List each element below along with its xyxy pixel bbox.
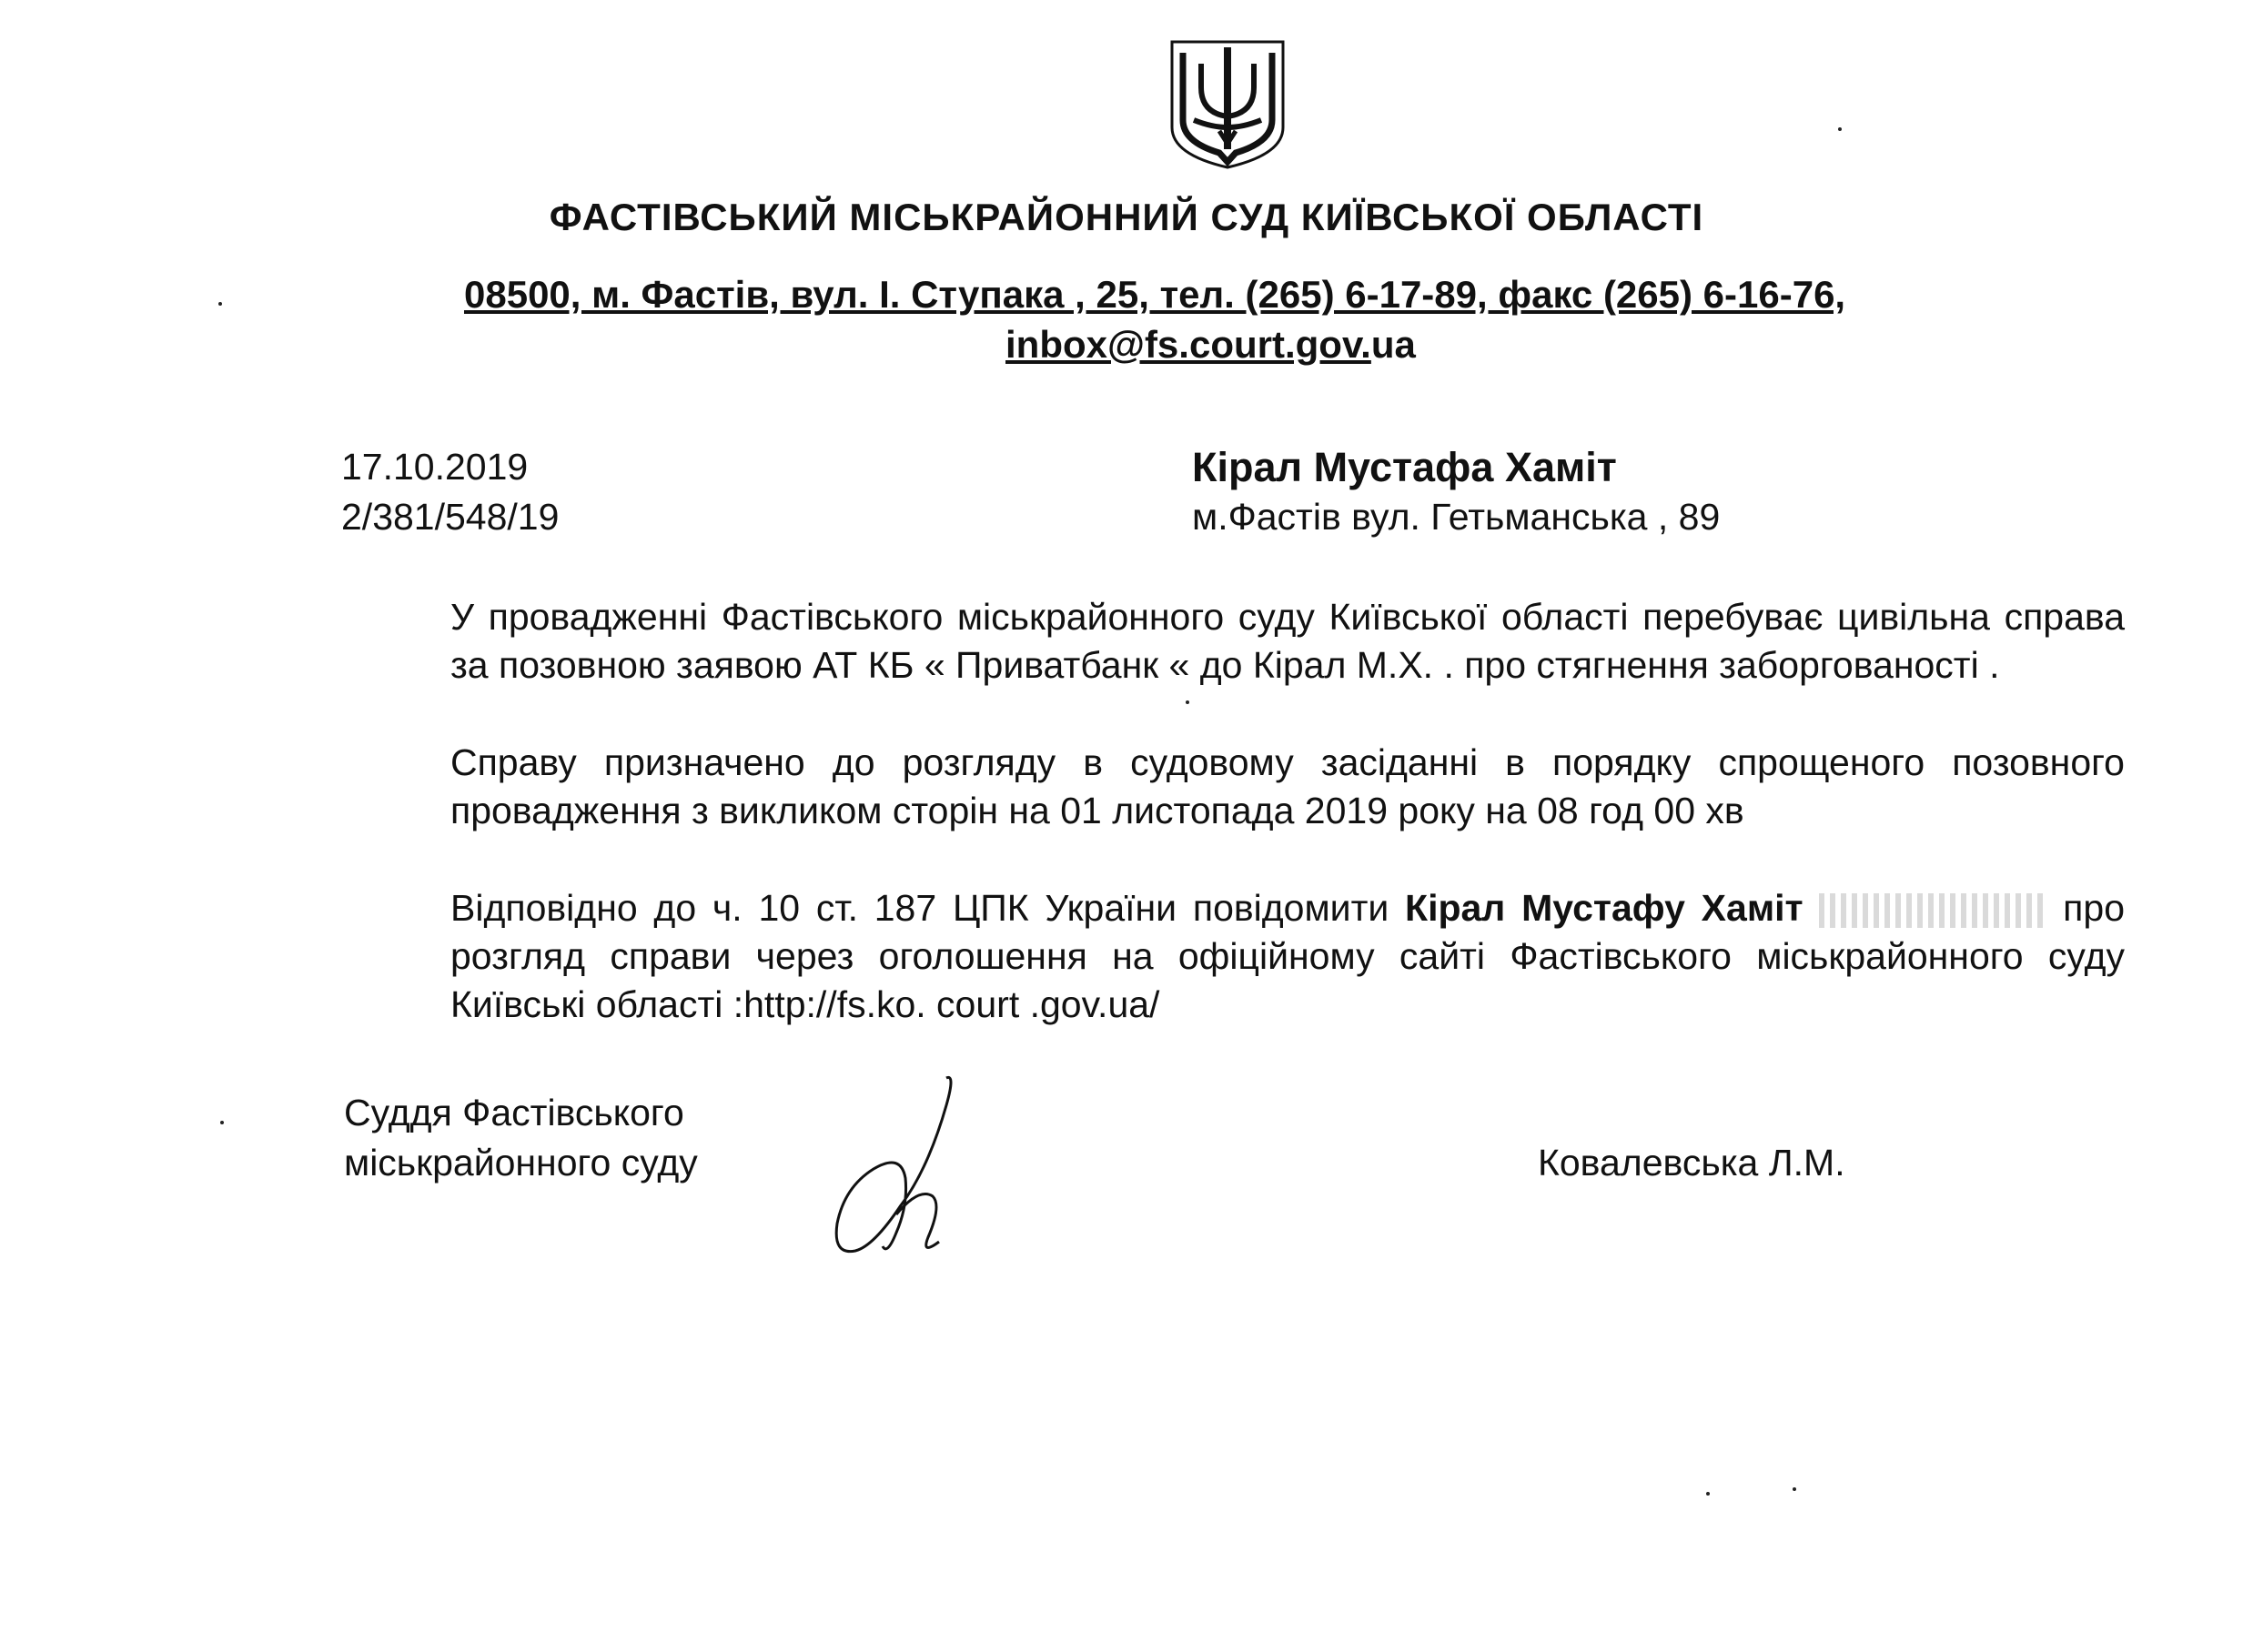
scan-speck bbox=[218, 302, 222, 306]
redacted-text bbox=[1819, 893, 2046, 928]
trident-emblem-icon bbox=[1165, 36, 1290, 171]
notified-person-name: Кірал Мустафу Хаміт bbox=[1405, 887, 1803, 929]
scan-speck bbox=[1186, 700, 1189, 704]
court-email-tail: ua bbox=[1370, 323, 1416, 366]
document-date: 17.10.2019 bbox=[341, 446, 529, 488]
paragraph-hearing-date: Справу призначено до розгляду в судовому засіданні в порядку спрощеного позовного провадження з викликом сторін на 01 листопада 2019 року на 08 год 00 хв bbox=[450, 741, 2125, 831]
scan-speck bbox=[220, 1121, 224, 1124]
paragraph-proceedings: У провадженні Фастівського міськрайонного суду Київської області перебуває цивільна справа за позовною заявою АТ КБ « Приватбанк « до Кірал М.Х. . про стягнення заборгованості . bbox=[450, 596, 2125, 686]
case-number: 2/381/548/19 bbox=[341, 496, 560, 538]
judge-position-line1: Суддя Фастівського bbox=[344, 1092, 684, 1133]
court-email: inbox@fs.court.gov. bbox=[1005, 323, 1371, 366]
court-email-line bbox=[1005, 323, 1416, 367]
notification-text-start: Відповідно до ч. 10 ст. 187 ЦПК України повідомити bbox=[450, 887, 1406, 929]
notification-text-rest: про розгляд справи через оголошення на офіційному сайті Фастівського міськрайонного суду Київські області :http://fs.ko. court .gov.ua/ bbox=[450, 887, 2125, 1025]
scan-speck bbox=[1793, 1487, 1796, 1491]
addressee-name: Кірал Мустафа Хаміт bbox=[1192, 444, 1617, 490]
court-name: ФАСТІВСЬКИЙ МІСЬКРАЙОННИЙ СУД КИЇВСЬКОЇ ОБЛАСТІ bbox=[549, 196, 1704, 238]
judge-position-line2: міськрайонного суду bbox=[344, 1142, 698, 1184]
paragraph-notification bbox=[341, 884, 2125, 1029]
scan-speck bbox=[1706, 1492, 1710, 1496]
addressee-address: м.Фастів вул. Гетьманська , 89 bbox=[1192, 496, 1721, 538]
scan-speck bbox=[1838, 127, 1842, 131]
judge-name: Ковалевська Л.М. bbox=[1538, 1142, 1845, 1184]
court-address: 08500, м. Фастів, вул. І. Ступака , 25, тел. (265) 6-17-89, факс (265) 6-16-76, bbox=[464, 273, 1846, 316]
handwritten-signature bbox=[819, 1069, 983, 1278]
